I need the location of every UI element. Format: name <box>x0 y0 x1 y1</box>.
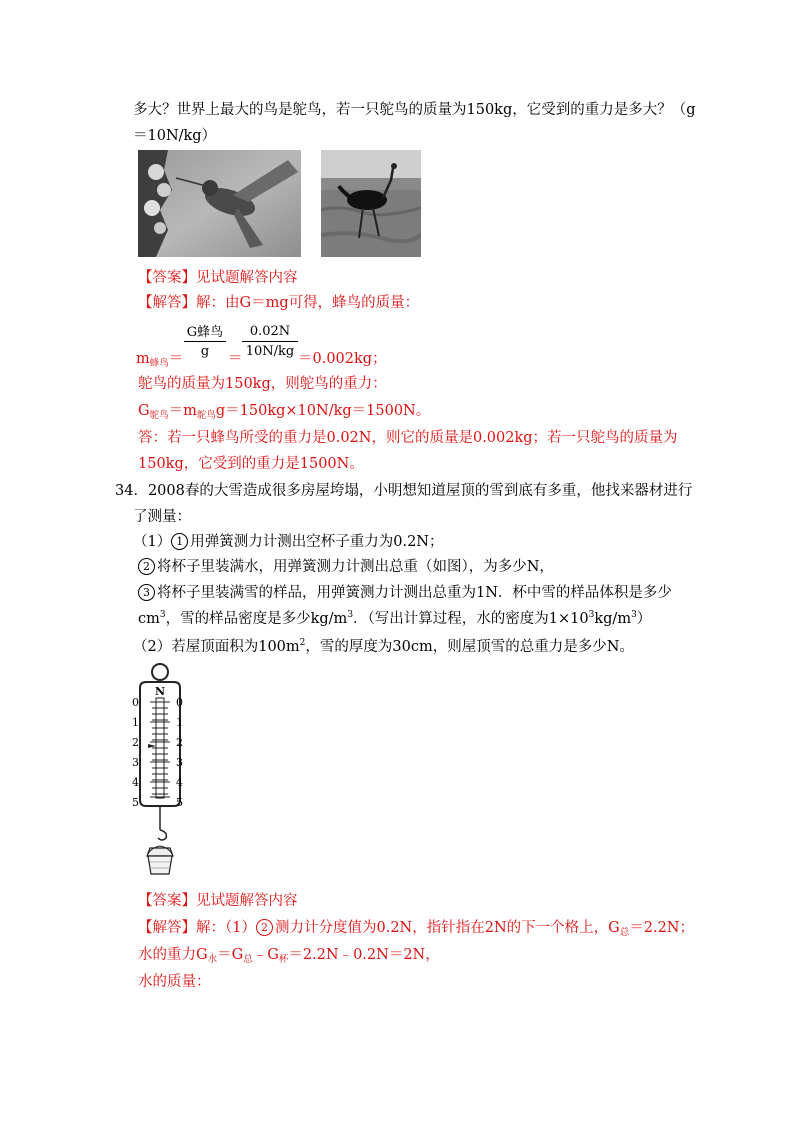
scale-right-labels <box>174 660 188 810</box>
item-text: 将杯子里装满水，用弹簧测力计测出总重（如图），为多少N， <box>157 559 554 575</box>
g-subscript: 鸵鸟 <box>149 410 169 421</box>
fraction-denominator: 10N/kg <box>245 344 295 359</box>
mass-symbol: m <box>136 351 150 367</box>
scale-tick-label: 1 <box>176 716 183 729</box>
fraction-numerator: 0.02N <box>249 324 291 339</box>
g-subscript: 总 <box>243 954 253 965</box>
g-symbol: G <box>138 403 150 419</box>
scale-unit-label: N <box>155 685 166 698</box>
scale-tick-label: 4 <box>132 776 139 789</box>
question-text-line: 34．2008春的大雪造成很多房屋垮塌，小明想知道屋顶的雪到底有多重，他找来器材进行 <box>115 483 693 499</box>
solution-fragment: ＝m <box>168 403 197 419</box>
circled-number: 2 <box>138 558 155 575</box>
m-subscript: 鸵鸟 <box>196 410 216 421</box>
solution-fragment: 【解答】解：（1） <box>138 920 256 936</box>
superscript: 3 <box>159 610 166 620</box>
fraction-denominator: g <box>200 344 210 359</box>
solution-fragment: 测力计分度值为0.2N，指针指在2N的下一个格上，G <box>274 920 620 936</box>
solution-text <box>138 401 430 423</box>
item-text: ．（写出计算过程，水的密度为1×10 <box>353 611 589 627</box>
circled-number: 1 <box>171 533 188 550</box>
solution-fragment: ＝2.2N； <box>629 920 694 936</box>
equals-sign: ＝ <box>228 351 243 367</box>
spring-scale-figure <box>130 660 190 880</box>
scale-tick-label: 3 <box>132 756 139 769</box>
solution-text <box>138 945 440 967</box>
circled-number: 3 <box>138 584 155 601</box>
question-item <box>138 609 651 631</box>
scale-tick-label: 0 <box>132 696 139 709</box>
item-text: cm <box>138 611 160 627</box>
equals-sign: ＝ <box>168 351 184 367</box>
ostrich-photo <box>321 150 421 257</box>
fraction-bar <box>242 341 298 342</box>
solution-text <box>138 918 694 940</box>
scale-tick-label: 0 <box>176 696 183 709</box>
solution-text: 150kg，它受到的重力是1500N。 <box>138 456 364 472</box>
solution-fragment: 水的重力G <box>138 947 208 963</box>
superscript: 2 <box>299 638 306 648</box>
superscript: 3 <box>631 610 637 620</box>
solution-fragment: g＝150kg×10N/kg＝1500N。 <box>215 403 431 419</box>
scale-tick-label: 2 <box>176 736 183 749</box>
question-item <box>133 637 634 659</box>
scale-tick-label: 3 <box>176 756 183 769</box>
superscript: 3 <box>347 610 354 620</box>
item-text: ，雪的厚度为30cm，则屋顶雪的总重力是多少N。 <box>305 639 634 655</box>
solution-fragment: ＝G <box>217 947 244 963</box>
item-text: ） <box>636 611 652 627</box>
scale-tick-label: 1 <box>132 716 139 729</box>
fraction-numerator: G蜂鸟 <box>186 325 224 340</box>
item-number: （1） <box>133 534 172 550</box>
item-text: ，雪的样品密度是多少kg/m <box>165 611 348 627</box>
mass-result: ＝0.002kg； <box>298 351 387 367</box>
g-subscript: 总 <box>619 927 630 938</box>
question-item <box>138 557 554 577</box>
circled-number: 2 <box>256 919 273 936</box>
item-text: 用弹簧测力计测出空杯子重力为0.2N； <box>190 534 444 550</box>
superscript: 3 <box>588 610 595 620</box>
scale-tick-label: 5 <box>132 796 139 809</box>
mass-subscript: 蜂鸟 <box>149 358 169 369</box>
item-text: （2）若屋顶面积为100m <box>133 639 300 655</box>
scale-tick-label: 2 <box>132 736 139 749</box>
g-subscript: 水 <box>207 954 218 965</box>
question-text-line: 多大？世界上最大的鸟是鸵鸟，若一只鸵鸟的质量为150kg，它受到的重力是多大？（g <box>133 102 696 118</box>
question-text-line: 了测量： <box>133 509 191 525</box>
solution-text: 答：若一只蜂鸟所受的重力是0.02N，则它的质量是0.002kg；若一只鸵鸟的质量为 <box>138 430 678 446</box>
g-subscript: 杯 <box>278 954 289 965</box>
scale-tick-label: 4 <box>176 776 183 789</box>
fraction-bar <box>184 341 226 342</box>
question-text-line: ＝10N/kg） <box>133 128 217 144</box>
solution-fragment: ＝2.2N﹣0.2N＝2N， <box>288 947 440 963</box>
answer-label: 【答案】见试题解答内容 <box>138 893 298 909</box>
solution-text: 水的质量： <box>138 974 211 990</box>
solution-fragment: ﹣G <box>252 947 279 963</box>
solution-text: 鸵鸟的质量为150kg，则鸵鸟的重力： <box>138 376 387 392</box>
answer-label: 【答案】见试题解答内容 <box>138 270 298 286</box>
question-item <box>133 532 443 552</box>
item-text: 将杯子里装满雪的样品，用弹簧测力计测出总重为1N．杯中雪的样品体积是多少 <box>157 585 672 601</box>
item-text: kg/m <box>594 611 632 627</box>
question-item <box>138 583 672 603</box>
hummingbird-photo <box>138 150 301 257</box>
solution-text: 【解答】解：由G＝mg可得，蜂鸟的质量： <box>138 295 420 311</box>
scale-tick-label: 5 <box>176 796 183 809</box>
scale-left-labels <box>130 660 144 810</box>
